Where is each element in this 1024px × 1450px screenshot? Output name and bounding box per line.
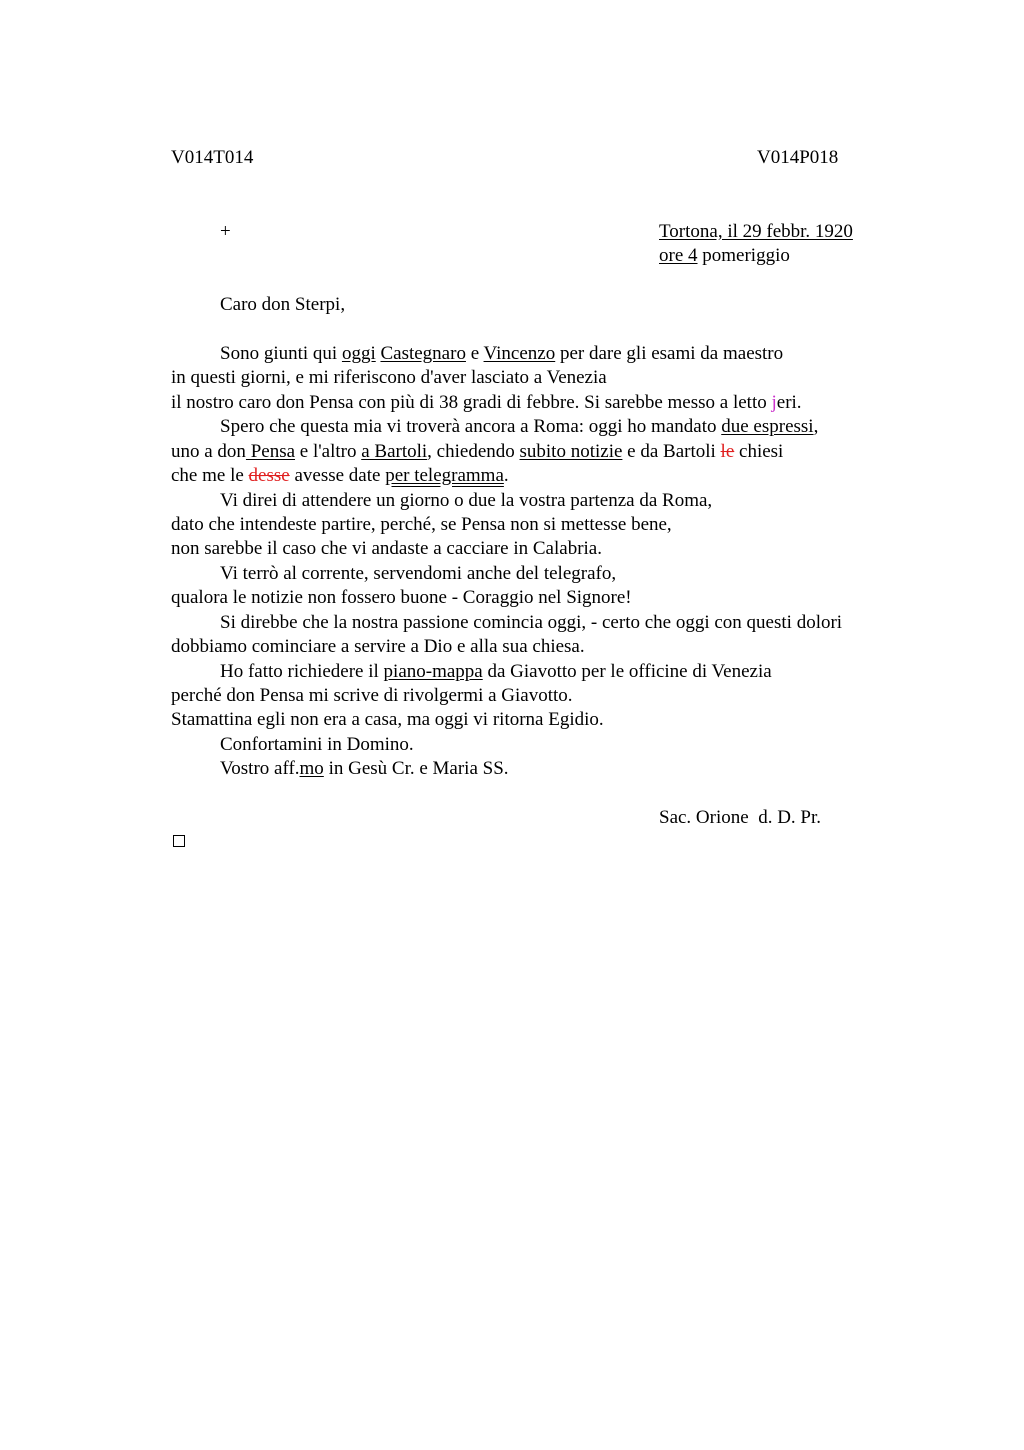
body-line-11: qualora le notizie non fossero buone - Coraggio nel Signore! [171, 587, 632, 608]
body-line-17: Confortamini in Domino. [220, 734, 414, 755]
time-rest: pomeriggio [697, 245, 790, 266]
body-line-9: non sarebbe il caso che vi andaste a cacciare in Calabria. [171, 538, 602, 559]
body-line-3: il nostro caro don Pensa con più di 38 gradi di febbre. Si sarebbe messo a letto jeri. [171, 392, 802, 413]
body-line-14: Ho fatto richiedere il piano-mappa da Giavotto per le officine di Venezia [220, 661, 772, 682]
header-right-code: V014P018 [757, 147, 839, 168]
body-line-10: Vi terrò al corrente, servendomi anche del telegrafo, [220, 563, 617, 584]
body-line-4: Spero che questa mia vi troverà ancora a Roma: oggi ho mandato due espressi, [220, 416, 819, 437]
deleted-word: desse [248, 465, 290, 486]
body-line-6: che me le desse avesse date per telegramma. [171, 465, 509, 486]
body-line-8: dato che intendeste partire, perché, se Pensa non si mettesse bene, [171, 514, 672, 535]
body-line-5: uno a don Pensa e l'altro a Bartoli, chiedendo subito notizie e da Bartoli le chiesi [171, 441, 784, 462]
salutation: Caro don Sterpi, [220, 294, 346, 315]
time-hour: ore 4 [659, 245, 698, 266]
time-line [659, 244, 790, 268]
body-line-13: dobbiamo cominciare a servire a Dio e alla sua chiesa. [171, 636, 585, 657]
place-date: Tortona, il 29 febbr. 1920 [659, 221, 853, 242]
header-left-code: V014T014 [171, 147, 254, 168]
body-line-12: Si direbbe che la nostra passione comincia oggi, - certo che oggi con questi dolori [220, 612, 843, 633]
body-line-2: in questi giorni, e mi riferiscono d'aver lasciato a Venezia [171, 367, 607, 388]
body-line-1: Sono giunti qui oggi Castegnaro e Vincenzo per dare gli esami da maestro [220, 343, 784, 364]
cross-mark: + [220, 221, 231, 242]
end-box-icon [173, 835, 185, 847]
body-line-15: perché don Pensa mi scrive di rivolgermi a Giavotto. [171, 685, 573, 706]
deleted-word: le [720, 441, 735, 462]
body-line-7: Vi direi di attendere un giorno o due la vostra partenza da Roma, [220, 490, 713, 511]
body-line-16: Stamattina egli non era a casa, ma oggi vi ritorna Egidio. [171, 709, 604, 730]
signature: Sac. Orione d. D. Pr. [659, 807, 822, 828]
body-line-18: Vostro aff.mo in Gesù Cr. e Maria SS. [220, 758, 509, 779]
